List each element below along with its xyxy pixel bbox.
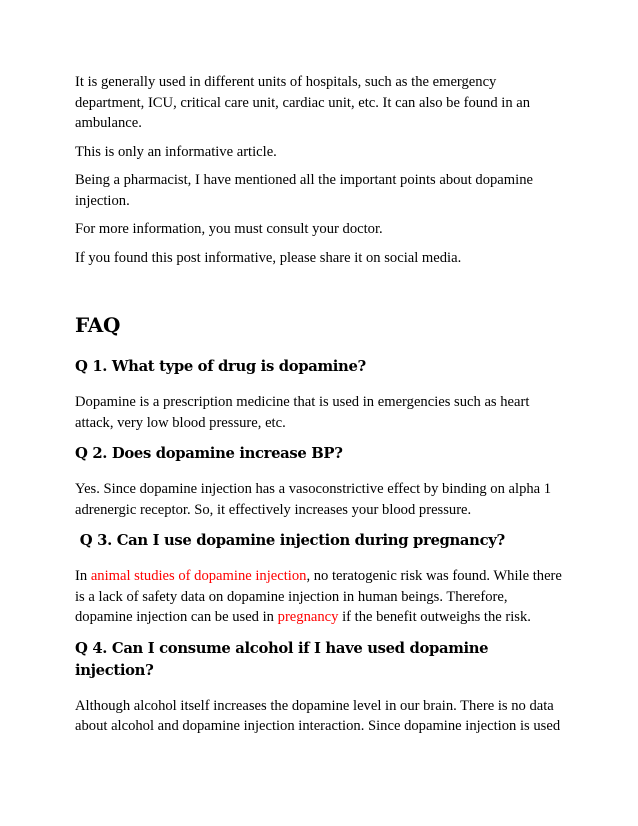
faq-item-4	[75, 638, 568, 737]
faq-question-2: Q 2. Does dopamine increase BP?	[75, 445, 343, 462]
faq-answer-3-text-end: if the benefit outweighs the risk.	[338, 609, 531, 625]
intro-section	[75, 72, 568, 268]
faq-answer-4: Although alcohol itself increases the dopamine level in our brain. There is no data about alcohol and dopamine injection interaction. Since dopamine injection is used	[75, 697, 561, 734]
faq-item-3	[75, 530, 568, 628]
faq-question-1: Q 1. What type of drug is dopamine?	[75, 358, 366, 375]
faq-answer-3-text-middle: , no teratogenic risk was found. While there is a lack of safety data on dopamine injection in human beings. Therefore, dopamine injection can be used in	[75, 568, 562, 625]
faq-answer-3	[75, 566, 568, 628]
faq-item-1	[75, 356, 568, 433]
intro-paragraph-consult-doctor: For more information, you must consult your doctor.	[75, 221, 383, 237]
intro-paragraph-pharmacist: Being a pharmacist, I have mentioned all the important points about dopamine injection.	[75, 172, 533, 209]
intro-paragraph-hospital-units: It is generally used in different units of hospitals, such as the emergency department, ICU, critical care unit, cardiac unit, etc. It can also be found in an ambulance.	[75, 74, 531, 131]
faq-question-3: Q 3. Can I use dopamine injection during pregnancy?	[75, 532, 505, 549]
faq-answer-2: Yes. Since dopamine injection has a vasoconstrictive effect by binding on alpha 1 adrenergic receptor. So, it effectively increases your blood pressure.	[75, 481, 552, 518]
animal-studies-link[interactable]: animal studies of dopamine injection	[90, 568, 307, 584]
intro-paragraph-informative: This is only an informative article.	[75, 143, 277, 160]
pregnancy-link[interactable]: pregnancy	[277, 609, 339, 625]
faq-answer-1: Dopamine is a prescription medicine that is used in emergencies such as heart attack, very low blood pressure, etc.	[75, 394, 530, 431]
faq-answer-3-text-start: In	[75, 568, 91, 584]
intro-paragraph-share: If you found this post informative, please share it on social media.	[75, 249, 462, 266]
faq-heading: FAQ	[75, 313, 121, 337]
faq-item-2	[75, 443, 568, 520]
faq-question-4: Q 4. Can I consume alcohol if I have used dopamine injection?	[75, 639, 489, 679]
